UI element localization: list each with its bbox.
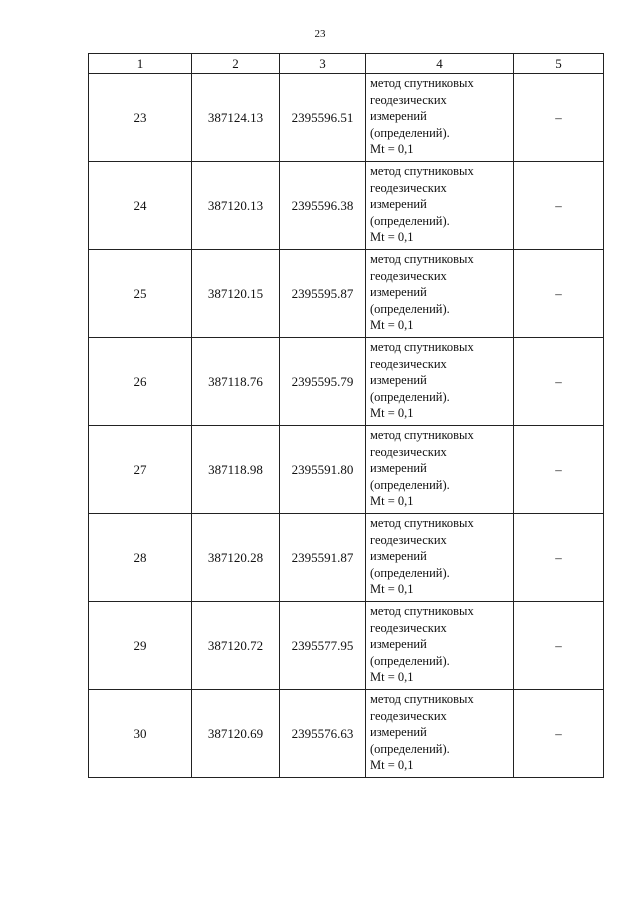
- method-description-line: Mt = 0,1: [370, 406, 414, 421]
- y-coordinate-cell: 2395595.79: [280, 338, 366, 426]
- x-coordinate-cell: 387120.28: [192, 514, 280, 602]
- header-col-2: 2: [192, 54, 280, 74]
- method-description-cell: [366, 338, 514, 426]
- header-col-1: 1: [89, 54, 192, 74]
- x-coordinate-cell: 387118.98: [192, 426, 280, 514]
- note-cell: –: [514, 426, 604, 514]
- method-description-line: Mt = 0,1: [370, 494, 414, 509]
- table-row: [89, 74, 604, 162]
- y-coordinate-cell: 2395591.87: [280, 514, 366, 602]
- x-coordinate-cell: 387120.13: [192, 162, 280, 250]
- point-number-cell: 25: [89, 250, 192, 338]
- method-description-cell: [366, 74, 514, 162]
- table-row: [89, 514, 604, 602]
- method-description-cell: [366, 162, 514, 250]
- x-coordinate-cell: 387124.13: [192, 74, 280, 162]
- method-description-line: (определений).: [370, 301, 450, 316]
- method-description-line: Mt = 0,1: [370, 582, 414, 597]
- method-description-line: (определений).: [370, 125, 450, 140]
- method-description-line: (определений).: [370, 477, 450, 492]
- method-description-line: (определений).: [370, 741, 450, 756]
- method-description-line: измерений: [370, 109, 427, 124]
- coordinates-table: [88, 53, 604, 778]
- method-description-line: метод спутниковых: [370, 76, 474, 90]
- x-coordinate-cell: 387120.72: [192, 602, 280, 690]
- method-description-cell: [366, 426, 514, 514]
- y-coordinate-cell: 2395577.95: [280, 602, 366, 690]
- method-description-line: метод спутниковых: [370, 340, 474, 354]
- method-description-line: (определений).: [370, 565, 450, 580]
- method-description-line: метод спутниковых: [370, 252, 474, 266]
- note-cell: –: [514, 250, 604, 338]
- y-coordinate-cell: 2395596.38: [280, 162, 366, 250]
- method-description-cell: [366, 514, 514, 602]
- method-description-cell: [366, 602, 514, 690]
- method-description-line: измерений: [370, 373, 427, 388]
- method-description-line: Mt = 0,1: [370, 670, 414, 685]
- note-cell: –: [514, 338, 604, 426]
- method-description-line: измерений: [370, 725, 427, 740]
- method-description-line: измерений: [370, 285, 427, 300]
- note-cell: –: [514, 690, 604, 778]
- method-description-line: геодезических: [370, 708, 447, 723]
- x-coordinate-cell: 387118.76: [192, 338, 280, 426]
- method-description-line: геодезических: [370, 532, 447, 547]
- method-description-line: (определений).: [370, 653, 450, 668]
- method-description-line: Mt = 0,1: [370, 142, 414, 157]
- table-row: [89, 338, 604, 426]
- method-description-line: Mt = 0,1: [370, 758, 414, 773]
- method-description-cell: [366, 690, 514, 778]
- y-coordinate-cell: 2395591.80: [280, 426, 366, 514]
- point-number-cell: 26: [89, 338, 192, 426]
- method-description-line: измерений: [370, 637, 427, 652]
- method-description-line: метод спутниковых: [370, 516, 474, 530]
- header-col-5: 5: [514, 54, 604, 74]
- note-cell: –: [514, 162, 604, 250]
- method-description-line: метод спутниковых: [370, 692, 474, 706]
- table-row: [89, 162, 604, 250]
- header-col-3: 3: [280, 54, 366, 74]
- table-row: [89, 602, 604, 690]
- method-description-line: Mt = 0,1: [370, 230, 414, 245]
- table-row: [89, 426, 604, 514]
- y-coordinate-cell: 2395596.51: [280, 74, 366, 162]
- page-number: 23: [314, 28, 326, 40]
- table-body: [89, 74, 604, 778]
- method-description-line: геодезических: [370, 268, 447, 283]
- point-number-cell: 24: [89, 162, 192, 250]
- method-description-line: метод спутниковых: [370, 604, 474, 618]
- point-number-cell: 29: [89, 602, 192, 690]
- table-row: [89, 690, 604, 778]
- note-cell: –: [514, 74, 604, 162]
- method-description-line: измерений: [370, 461, 427, 476]
- note-cell: –: [514, 514, 604, 602]
- method-description-line: геодезических: [370, 620, 447, 635]
- x-coordinate-cell: 387120.15: [192, 250, 280, 338]
- method-description-line: (определений).: [370, 213, 450, 228]
- method-description-line: метод спутниковых: [370, 428, 474, 442]
- y-coordinate-cell: 2395576.63: [280, 690, 366, 778]
- method-description-line: (определений).: [370, 389, 450, 404]
- header-col-4: 4: [366, 54, 514, 74]
- method-description-line: геодезических: [370, 92, 447, 107]
- method-description-line: геодезических: [370, 180, 447, 195]
- table-row: [89, 250, 604, 338]
- table-header-row: [89, 54, 604, 74]
- method-description-line: геодезических: [370, 444, 447, 459]
- method-description-line: измерений: [370, 197, 427, 212]
- y-coordinate-cell: 2395595.87: [280, 250, 366, 338]
- method-description-line: геодезических: [370, 356, 447, 371]
- method-description-line: измерений: [370, 549, 427, 564]
- x-coordinate-cell: 387120.69: [192, 690, 280, 778]
- point-number-cell: 23: [89, 74, 192, 162]
- method-description-line: метод спутниковых: [370, 164, 474, 178]
- point-number-cell: 28: [89, 514, 192, 602]
- method-description-cell: [366, 250, 514, 338]
- note-cell: –: [514, 602, 604, 690]
- point-number-cell: 30: [89, 690, 192, 778]
- method-description-line: Mt = 0,1: [370, 318, 414, 333]
- point-number-cell: 27: [89, 426, 192, 514]
